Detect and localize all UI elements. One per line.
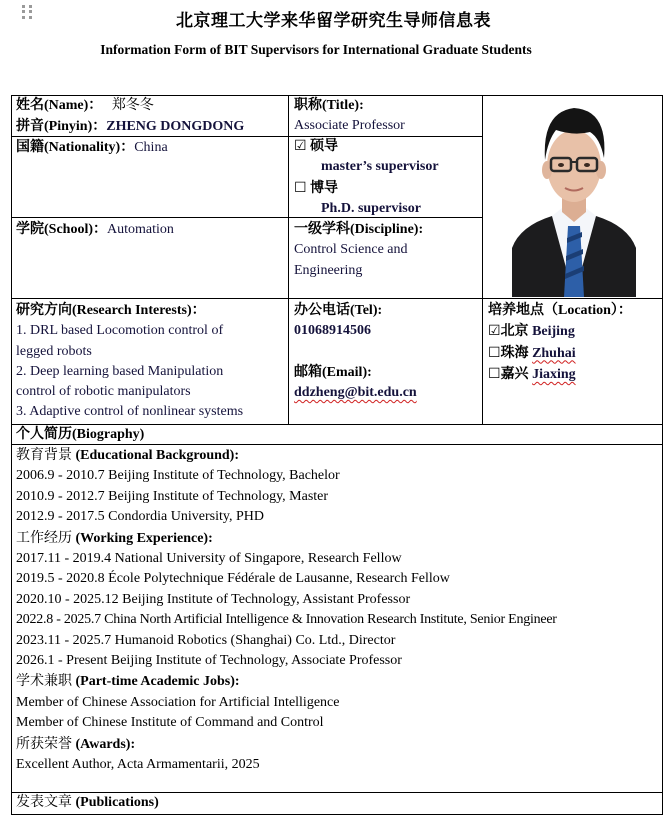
tel-label-cn: 办公电话 [294,302,350,318]
email-value[interactable]: ddzheng@bit.edu.cn [294,385,417,401]
biography-content [16,445,557,776]
location-cell [488,300,632,385]
location-option-label-en: Jiaxing [532,366,576,382]
location-option-label-en: Zhuhai [532,345,576,361]
supervisor-type-cell [294,136,439,219]
tel-value[interactable]: 01068914506 [294,323,371,339]
research-interests-cell [16,300,243,423]
work-item: 2023.11 - 2025.7 Humanoid Robotics (Shanghai) Co. Ltd., Director [16,632,396,648]
location-option-jiaxing[interactable] [488,364,632,385]
education-item: 2010.9 - 2012.7 Beijing Institute of Technology, Master [16,488,329,504]
school-label-en: (School)： [44,222,107,237]
nationality-label-cn: 国籍 [16,139,44,155]
nationality-cell [16,137,168,158]
location-label-cn: 培养地点 [488,302,544,318]
form-title-english: Information Form of BIT Supervisors for International Graduate Students [100,42,532,57]
work-item: 2019.5 - 2020.8 École Polytechnique Fédérale de Lausanne, Research Fellow [16,571,450,587]
title-label-cn: 职称 [294,97,322,113]
name-cell [16,95,244,138]
supervisor-option-master[interactable] [294,136,439,157]
supervisor-option-label-en: master’s supervisor [321,159,439,175]
parttime-item: Member of Chinese Institute of Command and Control [16,715,324,731]
parttime-heading: 学术兼职 (Part-time Academic Jobs): [16,673,240,690]
awards-heading: 所获荣誉 (Awards): [16,735,136,752]
supervisor-option-label-en: Ph.D. supervisor [321,200,421,216]
supervisor-option-phd[interactable] [294,178,439,199]
work-item: 2017.11 - 2019.4 National University of Singapore, Research Fellow [16,551,402,567]
pinyin-label-en: (Pinyin)： [44,119,107,135]
location-option-label-cn: 北京 [500,323,529,340]
school-value: Automation [107,222,174,237]
pinyin-value: ZHENG DONGDONG [106,119,245,135]
contact-cell [294,300,417,403]
location-option-label-en: Beijing [532,324,575,340]
biography-header [16,424,144,445]
education-item: 2006.9 - 2010.7 Beijing Institute of Technology, Bachelor [16,468,340,484]
supervisor-option-label-cn: 硕导 [310,138,339,154]
school-cell [16,219,174,240]
publications-label-cn: 发表文章 [16,794,72,810]
checkbox-unchecked-icon[interactable]: ☐ [488,365,501,382]
biography-label-cn: 个人简历 [16,426,72,442]
title-label-en: (Title): [322,98,364,113]
work-item: 2026.1 - Present Beijing Institute of Technology, Associate Professor [16,653,402,669]
portrait-photo [512,98,636,297]
work-item: 2022.8 - 2025.7 China North Artificial Intelligence & Innovation Research Institute, Senior Engineer [16,612,557,628]
nationality-value: China [134,140,168,155]
name-label-cn: 姓名 [16,97,44,113]
location-option-label-cn: 珠海 [500,344,529,361]
research-label-en: (Research Interests)： [72,303,206,318]
checkbox-checked-icon[interactable]: ☑ [294,138,307,154]
work-item: 2020.10 - 2025.12 Beijing Institute of Technology, Assistant Professor [16,591,411,607]
education-heading: 教育背景 (Educational Background): [16,447,239,463]
title-value: Associate Professor [294,118,405,134]
discipline-value-line1: Control Science and [294,242,408,258]
awards-item: Excellent Author, Acta Armamentarii, 2025 [16,757,260,773]
research-line: 2. Deep learning based Manipulation [16,363,224,379]
biography-label-en: (Biography) [72,427,145,442]
form-title-chinese: 北京理工大学来华留学研究生导师信息表 [176,11,491,31]
email-label-en: (Email): [322,364,372,380]
publications-header [16,792,159,813]
email-label-cn: 邮箱 [294,363,322,380]
research-line: 1. DRL based Locomotion control of [16,323,224,339]
parttime-item: Member of Chinese Association for Artificial Intelligence [16,694,340,710]
name-label-en: (Name)： [44,98,103,113]
education-item: 2012.9 - 2017.5 Condordia University, PHD [16,509,264,525]
nationality-label-en: (Nationality)： [44,140,135,155]
pinyin-label-cn: 拼音 [16,118,44,135]
checkbox-unchecked-icon[interactable]: ☐ [488,344,501,361]
discipline-cell [294,219,423,281]
school-label-cn: 学院 [16,221,44,237]
location-option-label-cn: 嘉兴 [500,365,529,382]
location-option-beijing[interactable] [488,321,632,342]
checkbox-checked-icon[interactable]: ☑ [488,323,501,340]
discipline-label-en: (Discipline): [350,222,424,237]
research-line: legged robots [16,343,92,359]
location-option-zhuhai[interactable] [488,343,632,364]
location-label-en: （Location）： [544,303,632,318]
checkbox-unchecked-icon[interactable]: ☐ [294,179,307,196]
publications-label-en: (Publications) [72,795,159,810]
name-value: 郑冬冬 [111,97,154,113]
research-line: control of robotic manipulators [16,384,191,400]
research-line: 3. Adaptive control of nonlinear systems [16,404,244,420]
tel-label-en: (Tel): [350,303,383,318]
discipline-value-line2: Engineering [294,262,363,278]
research-label-cn: 研究方向 [16,302,72,318]
supervisor-option-label-cn: 博导 [310,179,339,196]
title-cell [294,95,405,137]
discipline-label-cn: 一级学科 [294,221,350,237]
work-heading: 工作经历 (Working Experience): [16,529,213,546]
